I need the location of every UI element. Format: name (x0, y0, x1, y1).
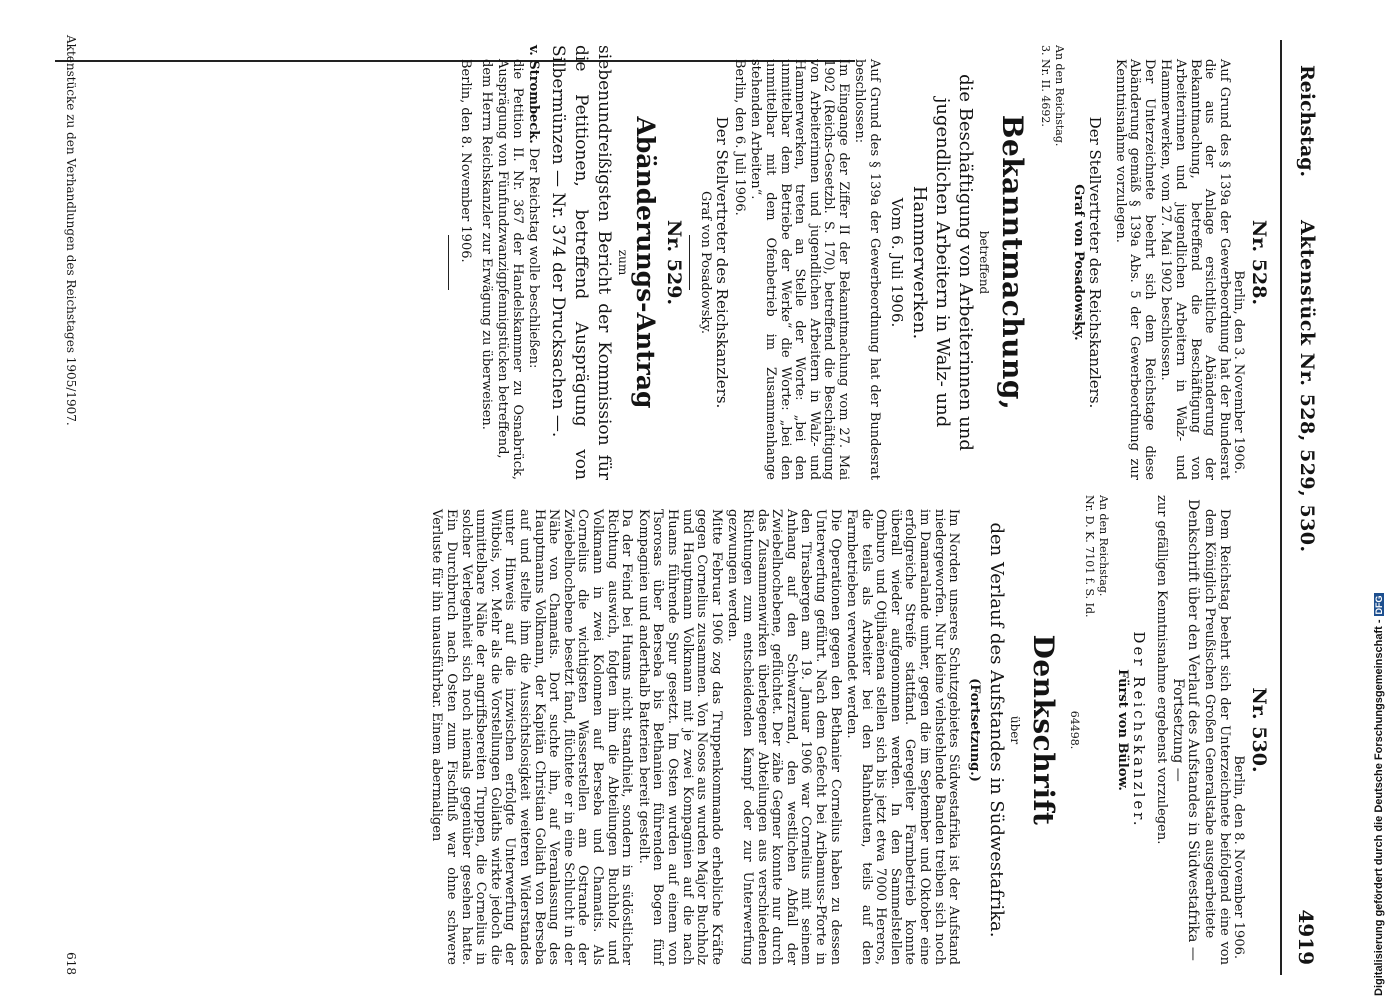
section-denkschrift (429, 495, 1061, 965)
page-footer (64, 35, 78, 975)
section-separator-end (448, 235, 449, 290)
nr530-signer-name: Fürst von Bülow. (1114, 669, 1130, 791)
nr530-number: Nr. 530. (1248, 687, 1270, 773)
credit-text: Digitalisierung gefördert durch die Deutsche Forschungsgemeinschaft - (1373, 619, 1385, 996)
header-rule (1280, 40, 1282, 975)
footer-text: Aktenstücke zu den Verhandlungen des Reichstages 1905/1907. (64, 35, 78, 426)
nr528-signer-title: Der Stellvertreter des Reichskanzlers. (1086, 116, 1105, 409)
nr529-title: Abänderungs-Antrag (630, 116, 660, 409)
right-column (427, 495, 1270, 965)
nr530-ref2: 64498. (1068, 710, 1082, 750)
document-page (40, 0, 1340, 1000)
digitization-credit (1373, 593, 1385, 996)
nr528-number: Nr. 528. (1248, 219, 1270, 306)
denkschrift-title: Denkschrift (1027, 634, 1061, 826)
nr529-proposal: Der Reichstag wolle beschließen: (526, 147, 542, 369)
section-nr528 (1037, 45, 1270, 480)
nr530-memo: Denkschrift über den Verlauf des Aufstandes in Südwestafrika — Fortsetzung — (1170, 499, 1201, 961)
nr530-body-end: zur gefälligen Kenntnisnahme ergebenst vorzulegen. (1154, 495, 1170, 845)
denkschrift-p2: Die Operationen gegen den Bethanier Cornelius haben zu dessen Unterwerfung geführt. Nach dem Gefecht bei Aribamuss-Pforte in den Tirasbergen am 19. Januar 1906 war Cornelius mit seinem Anhang auf den Schwarzrand, den westlichen Abfall der Zwiebelhochebene, geflüchtet. Der zähe Gegner konnte nur durch das Zusammenwirken überlegener Abteilungen aus verschiedenen Richtungen zum entscheidenden Kampf oder zur Unterwerfung gezwungen werden. (725, 509, 843, 965)
header-title: Aktenstück Nr. 528, 529, 530. (1296, 220, 1318, 553)
section-separator (689, 235, 690, 290)
bekanntmachung-subject: die Beschäftigung von Arbeiterinnen und jugendlichen Arbeitern in Walz- und Hammerwerken. (908, 74, 976, 451)
bekanntmachung-signer-name: Graf von Posadowsky. (698, 190, 714, 334)
nr528-body2: Der Unterzeichnete beehrt sich dem Reichstage diese Abänderung gemäß § 139a Abs. 5 der Gewerbeordnung zur Kenntnisnahme vorzulegen. (1112, 59, 1157, 480)
bekanntmachung-betreffend: betreffend (977, 230, 992, 295)
nr528-addressee: An den Reichstag. (1053, 45, 1067, 147)
section-bekanntmachung (689, 45, 1030, 480)
bekanntmachung-date: Vom 6. Juli 1906. (887, 197, 906, 328)
bekanntmachung-body1: Auf Grund des § 139a der Gewerbeordnung hat der Bundesrat beschlossen: (852, 59, 883, 480)
nr529-number: Nr. 529. (662, 219, 685, 306)
bekanntmachung-signer-title: Der Stellvertreter des Reichskanzlers. (713, 116, 732, 409)
denkschrift-ueber: über (1008, 715, 1023, 745)
nr530-addressee: An den Reichstag. (1097, 495, 1111, 597)
section-nr530 (1066, 495, 1270, 965)
page-header (1284, 35, 1324, 965)
bekanntmachung-place-date: Berlin, den 6. Juli 1906. (731, 59, 747, 216)
section-nr529 (448, 45, 685, 480)
denkschrift-subject: den Verlauf des Aufstandes in Südwestafrika. (985, 522, 1007, 938)
denkschrift-p4: Da der Feind bei Huams nicht standhielt, sondern in südöstlicher Richtung auswich, folgten ihm die Abteilungen Buchholz und Volkmann in zwei Kolonnen auf Berseba und Chamatis. Als Cornelius die wichtigsten Wasserstellen am Ostrande der Zwiebelhochebene besetzt fand, flüchtete er in eine Schlucht in der Nähe von Chamatis. Dort suchte ihn, auf Veranlassung des Hauptmanns Volkmann, der Kapitän Christian Goliath von Berseba auf und stellte ihm die Aussichtslosigkeit weiteren Widerstandes unter Hinweis auf die inzwischen erfolgte Unterwerfung der Witbois, vor. Mehr als die Vorstellungen Goliaths wirkte jedoch die unmittelbare Nähe der angriffsbereiten Truppen, die Cornelius in solcher Verlegenheit sich noch niemals gegenüber gesehen hatte. Ein Durchbruch nach Osten zum Fischfluß war ohne schwere Verluste für ihn unausführbar. Einem abermaligen (429, 509, 635, 965)
nr529-body: siebenundreißigsten Bericht der Kommission für die Petitionen, betreffend Ausprägung von Silbermünzen — Nr. 374 der Drucksachen —. (548, 45, 615, 480)
nr529-item1: die Petition II. Nr. 367 der Handelskammer zu Osnabrück, Ausprägung von Fünfundzwanzigpfennigstücken betreffend, (495, 59, 525, 480)
nr530-date: Berlin, den 8. November 1906. (1231, 755, 1247, 959)
nr530-signer-title: Der Reichskanzler. (1129, 631, 1148, 829)
nr528-signer-name: Graf von Posadowsky. (1071, 184, 1087, 341)
nr529-place-date: Berlin, den 8. November 1906. (458, 59, 473, 263)
left-column (440, 45, 1270, 480)
nr529-item2: dem Herrn Reichskanzler zur Erwägung zu überweisen. (478, 59, 494, 430)
nr529-mover: v. Strombeck. (526, 45, 542, 144)
denkschrift-p3: Mitte Februar 1906 zog das Truppenkommando erhebliche Kräfte gegen Cornelius zusammen. Von Nosos aus wurden Major Buchholz und Hauptmann Volkmann mit je zwei Kompagnien auf die nach Huams führende Spur gesetzt. Im Osten wurden auf einem von Tsorosas über Berseba bis Bethanien führenden Bogen fünf Kompagnien und anderthalb Batterien bereit gestellt. (635, 509, 724, 965)
header-left: Reichstag. (1296, 65, 1318, 178)
nr529-zum: zum (615, 249, 630, 276)
denkschrift-continued: (Fortsetzung.) (966, 678, 982, 782)
bekanntmachung-body2: Im Eingange der Ziffer II der Bekanntmachung vom 27. Mai 1902 (Reichs-Gesetzbl. S. 170), betreffend die Beschäftigung von Arbeiterinnen und jugendlichen Arbeitern in Walz- und Hammerwerken, treten an Stelle der Worte: „bei den unmittelbar dem Betriebe der Werke“ die Worte: „bei den unmittelbar mit dem Ofenbetrieb im Zusammenhange stehenden Arbeiten“. (748, 59, 851, 480)
nr530-ref1: Nr. D. K. 7101 f. S. Id. (1082, 495, 1096, 618)
nr528-ref: 3. Nr. II. 4692. (1038, 45, 1052, 127)
nr528-date: Berlin, den 3. November 1906. (1231, 270, 1247, 474)
nr528-body1: Auf Grund des § 139a der Gewerbeordnung hat der Bundesrat die aus der Anlage ersichtliche Abänderung der Bekanntmachung, betreffend die Beschäftigung von Arbeiterinnen und jugendlichen Arbeitern in Walz- und Hammerwerken, vom 27. Mai 1902 beschlossen. (1158, 59, 1232, 480)
nr530-body: Dem Reichstag beehrt sich der Unterzeichnete beifolgend eine von dem Königlich Preußischen Großen Generalstabe ausgearbeitete (1202, 509, 1232, 965)
denkschrift-p1: Im Norden unseres Schutzgebietes Südwestafrika ist der Aufstand niedergeworfen. Nur kleine viehstehlende Banden treiben sich noch im Damaralande umher, gegen die im September und Oktober eine erfolgreiche Streife stattfand. Geregelter Farmbetrieb konnte überall wieder aufgenommen werden. In den Sammelstellen Omburo und Otjihaënena stellen sich bis jetzt etwa 7000 Hereros, die teils als Arbeiter bei den Bahnbauten, teils auf den Farmbetrieben verwendet werden. (844, 509, 962, 965)
bekanntmachung-title: Bekanntmachung, (996, 114, 1030, 411)
footer-page: 618 (64, 952, 78, 975)
page-number: 4919 (1294, 909, 1318, 965)
dfg-logo: DFG (1374, 595, 1384, 615)
